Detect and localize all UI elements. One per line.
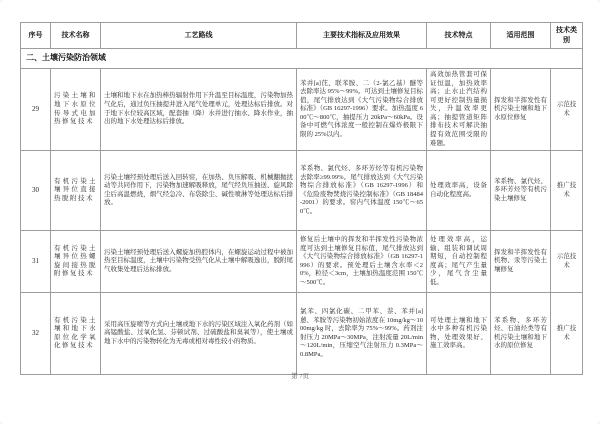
cell-features: 高效加热管套可保证恒温，加热效率高；止水止汽结构可更好控制热量损失，升温效率更高；抽提管道矩阵排布技术可解决抽提有效范围受限的难题。 [427,69,491,151]
cell-scope: 挥发和半挥发性有机污染土壤和地下水原位修复 [491,69,551,151]
header-technology-name: 技术名称 [51,23,101,49]
table-row [21,231,583,293]
cell-serial-number: 29 [21,69,51,151]
cell-scope: 苯系物、多环芳烃、石油烃类等有机污染土壤和地下水的原位修复 [491,293,551,375]
section-title: 二、土壤污染防治领域 [21,49,583,69]
cell-process-route: 土壤和地下水在加热棒热辐射作用下升温至目标温度，污染物加热气化后，通过负压抽提井进入尾气处理单元，处理达标后排放。对于地下水位较高区域，配套抽（降）水井进行抽水、降水作业，抽出的地下水处理达标后排放。 [101,69,297,151]
technology-table [20,22,583,375]
cell-indicators: 修复后土壤中的挥发和半挥发性污染物浓度可达到土壤修复目标值，尾气排放达到《大气污染物综合排放标准》（GB 16297-1996）的要求。预处理后土壤含水率＜20%，粒径＜3cm，土壤加热温度范围 150℃～500℃。 [297,231,427,293]
cell-technology-name: 有机污染土壤异位热螺旋间接热脱附修复技术 [51,231,101,293]
cell-features: 处理效率高，设备自动化程度高。 [427,151,491,231]
cell-serial-number: 32 [21,293,51,375]
cell-indicators: 氯苯、四氯化碳、二甲苯、萘、苯并[a]蒽、苯胺等污染物初始浓度在 10mg/kg～1000mg/kg 时，去除率为 75%～99%。药剂注射压力 20MPa～30MPa，注射流量 20L/min～120L/min，压缩空气注射压力 0.3MPa～0.8MPa。 [297,293,427,375]
cell-scope: 挥发和半挥发性有机物、汞等污染土壤修复 [491,231,551,293]
cell-category: 推广技术 [551,151,583,231]
table-row [21,151,583,231]
cell-scope: 苯系物、氯代烃、多环芳烃等有机污染土壤修复 [491,151,551,231]
cell-category: 示范技术 [551,69,583,151]
cell-indicators: 苯系物、氯代烃、多环芳烃等有机污染物去除率≥99.99%。尾气排放达到《大气污染物综合排放标准》（GB 16297-1996）和《危险废物焚烧污染控制标准》（GB 18484-2001）的要求。窑内气体温度 150℃～650℃。 [297,151,427,231]
cell-process-route: 污染土壤经预处理后送入回转窑，在加热、负压解吸、机械翻抛扰动等共同作用下，污染物加速解吸释放，尾气经负压抽送、旋风除尘后高温燃烧，烟气经急冷、布袋除尘、碱性喷淋等处理达标后排放。 [101,151,297,231]
header-process-route: 工艺路线 [101,23,297,49]
cell-process-route: 采用高压旋喷等方式向土壤或地下水的污染区域注入氧化药剂（如高锰酸盐、过氧化氢、芬顿试剂、过硫酸盐和臭氧等），使土壤或地下水中的污染物转化为无毒或相对毒性较小的物质。 [101,293,297,375]
cell-technology-name: 污染土壤和地下水原位传导式电加热修复技术 [51,69,101,151]
section-header-row [21,49,583,69]
cell-features: 可处理土壤和地下水中多种有机污染物，处理效果好、施工效率高。 [427,293,491,375]
table-row [21,69,583,151]
cell-technology-name: 有机污染土壤异位直接热脱附技术 [51,151,101,231]
cell-features: 处理效率高，运输、组装和调试周期短，自动控制程度高；尾气产生量少，尾气含尘量低。 [427,231,491,293]
header-category: 技术类别 [551,23,583,49]
header-serial-number: 序号 [21,23,51,49]
cell-indicators: 苯并[a]芘、联苯胺、二（2-氯乙基）醚等去除率达 95%～99%。可达到土壤修复目标值，尾气排放达到《大气污染物综合排放标准》（GB 16297-1996）要求。加热温度 600℃～800℃，抽提压力 20kPa～60kPa。设备中可燃气体浓度一般控制在爆炸极限下限的 25%以内。 [297,69,427,151]
table-header-row [21,23,583,49]
page-number: 第 7页 [291,373,309,380]
cell-process-route: 污染土壤经预处理后送入螺旋加热腔体内，在螺旋运动过程中被加热至目标温度，土壤中污染物受热气化从土壤中解吸逸出，脱附尾气收集处理后达标排放。 [101,231,297,293]
header-indicators: 主要技术指标及应用效果 [297,23,427,49]
cell-technology-name: 有机污染土壤和地下水原位化学氧化修复技术 [51,293,101,375]
header-scope: 适用范围 [491,23,551,49]
cell-serial-number: 30 [21,151,51,231]
cell-serial-number: 31 [21,231,51,293]
cell-category: 推广技术 [551,293,583,375]
cell-category: 示范技术 [551,231,583,293]
table-row [21,293,583,375]
header-features: 技术特点 [427,23,491,49]
